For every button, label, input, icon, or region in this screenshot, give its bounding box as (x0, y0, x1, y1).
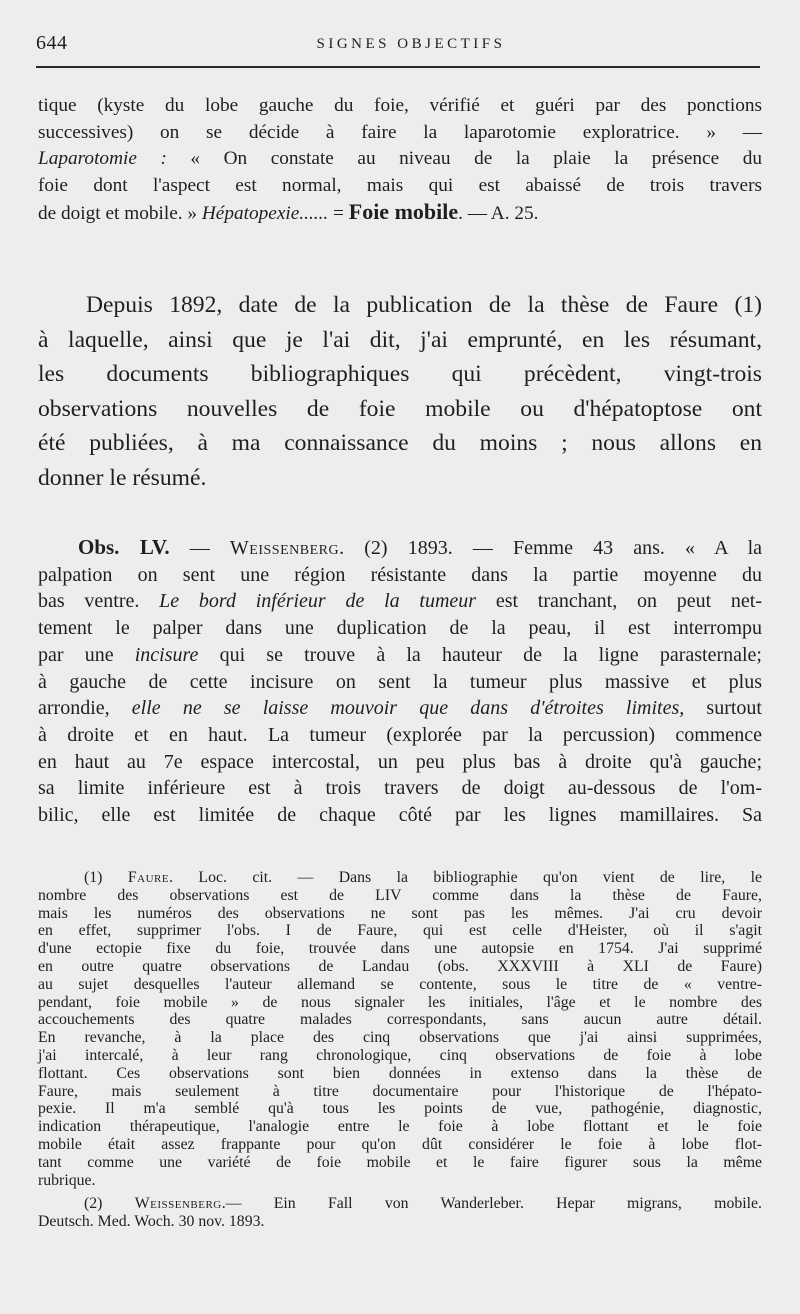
footnote-1-line: en effet, supprimer l'obs. I de Faure, qui est celle d'Heister, où il s'agit (38, 922, 762, 940)
footnote-1-line: au sujet desquelles l'auteur allemand se contente, sous le titre de « ventre- (38, 975, 762, 993)
page-number: 644 (36, 32, 68, 54)
footnote-1-line: d'une ectopie fixe du foie, trouvée dans une autopsie en 1754. J'ai supprimé (38, 940, 762, 958)
text-line: tique (kyste du lobe gauche du foie, vérifié et guéri par des ponctions (38, 95, 762, 116)
section-label: Hépatopexie...... (201, 203, 329, 224)
text-line: en haut au 7e espace intercostal, un peu plus bas à droite qu'à gauche; (38, 750, 762, 773)
page-header (36, 30, 756, 64)
text-line: donner le résumé. (38, 464, 207, 491)
author-name: Faure (127, 869, 170, 886)
text-line: les documents bibliographiques qui précèdent, vingt-trois (38, 361, 762, 387)
text-line: été publiées, à ma connaissance du moins ; nous allons en (38, 430, 762, 456)
footnote-1-line: En revanche, à la place des cinq observations que j'ai ainsi supprimées, (38, 1029, 762, 1047)
text-line: successives) on se décide à faire la laparotomie exploratrice. » — (38, 121, 762, 143)
footnote-1-line: j'ai intercalé, à leur rang chronologique, cinq observations de foie à lobe (38, 1046, 762, 1064)
text-line: palpation on sent une région résistante dans la partie moyenne du (38, 563, 762, 586)
footnote-1-line: pendant, foie mobile » de nous signaler les initiales, l'âge et le nombre des (38, 993, 762, 1011)
footnote-1-line: (1) Faure. Loc. cit. — Dans la bibliographie qu'on vient de lire, le (84, 869, 762, 886)
observation-lv (38, 534, 762, 829)
text-line: sa limite inférieure est à trois travers de doigt au-dessous de l'om- (38, 777, 762, 800)
running-title: SIGNES OBJECTIFS (316, 36, 506, 52)
text-line: Obs. LV. — Weissenberg. (2) 1893. — Femme 43 ans. « A la (78, 535, 763, 559)
footnote-2-line: Deutsch. Med. Woch. 30 nov. 1893. (38, 1213, 265, 1231)
footnotes (38, 869, 762, 1231)
intro-paragraph (38, 288, 762, 495)
text-line: bilic, elle est limitée de chaque côté par les lignes mamillaires. Sa (38, 804, 762, 827)
text-line: de doigt et mobile. » Hépatopexie...... = Foie mobile. — A. 25. (38, 199, 539, 224)
footnote-1-line: rubrique. (38, 1171, 96, 1189)
text-line: Laparotomie : « On constate au niveau de la plaie la présence du (38, 148, 762, 169)
author-name: Weissenberg (229, 537, 340, 559)
text-line: à droite et en haut. La tumeur (explorée par la percussion) commence (38, 723, 762, 746)
observation-label: Obs. LV. (78, 535, 170, 559)
footnote-1-line: Faure, mais seulement à titre documentaire pour l'historique de l'hépato- (38, 1082, 762, 1100)
text-line: à laquelle, ainsi que je l'ai dit, j'ai emprunté, en les résumant, (38, 326, 762, 353)
footnote-1-line: indication thérapeutique, l'analogie entre le foie à lobe flottant et le foie (38, 1118, 762, 1136)
text-line: bas ventre. Le bord inférieur de la tumeur est tranchant, on peut net- (38, 590, 763, 613)
footnote-1-line: en outre quatre observations de Landau (obs. XXXVIII à XLI de Faure) (38, 957, 762, 975)
footnote-1-line: accouchements des quatre malades correspondants, sans aucun autre détail. (38, 1011, 762, 1029)
text-line: à gauche de cette incisure on sent la tumeur plus massive et plus (38, 670, 762, 693)
footnote-1-line: tant comme une variété de foie mobile et le faire figurer sous la même (38, 1153, 762, 1171)
footnote-1-line: nombre des observations est de LIV comme dans la thèse de Faure, (38, 886, 762, 904)
text-line: arrondie, elle ne se laisse mouvoir que dans d'étroites limites, surtout (38, 697, 762, 720)
diagnosis: Foie mobile (348, 199, 459, 224)
footnote-1-line: mobile était assez frappante pour qu'on dût considérer le foie à lobe flot- (38, 1135, 762, 1153)
text-line: Depuis 1892, date de la publication de la thèse de Faure (1) (86, 292, 762, 318)
continued-paragraph (38, 93, 762, 228)
footnote-1-line: flottant. Ces observations sont bien données in extenso dans la thèse de (38, 1064, 762, 1082)
text-line: foie dont l'aspect est normal, mais qui est abaissé de trois travers (38, 174, 762, 196)
footnote-1-line: pexie. Il m'a semblé qu'à tous les points de vue, pathogénie, diagnostic, (38, 1100, 762, 1118)
header-rule (36, 66, 760, 68)
footnote-2-line: (2) Weissenberg.— Ein Fall von Wanderleber. Hepar migrans, mobile. (84, 1195, 762, 1213)
text-line: tement le palper dans une duplication de la peau, il est interrompu (38, 617, 762, 640)
footnote-1-line: mais les numéros des observations ne sont pas les mêmes. J'ai cru devoir (38, 904, 762, 922)
section-label: Laparotomie : (38, 148, 167, 169)
text-line: par une incisure qui se trouve à la hauteur de la ligne parasternale; (38, 643, 762, 666)
text-line: observations nouvelles de foie mobile ou d'hépatoptose ont (38, 395, 762, 422)
author-name: Weissenberg (134, 1195, 222, 1213)
